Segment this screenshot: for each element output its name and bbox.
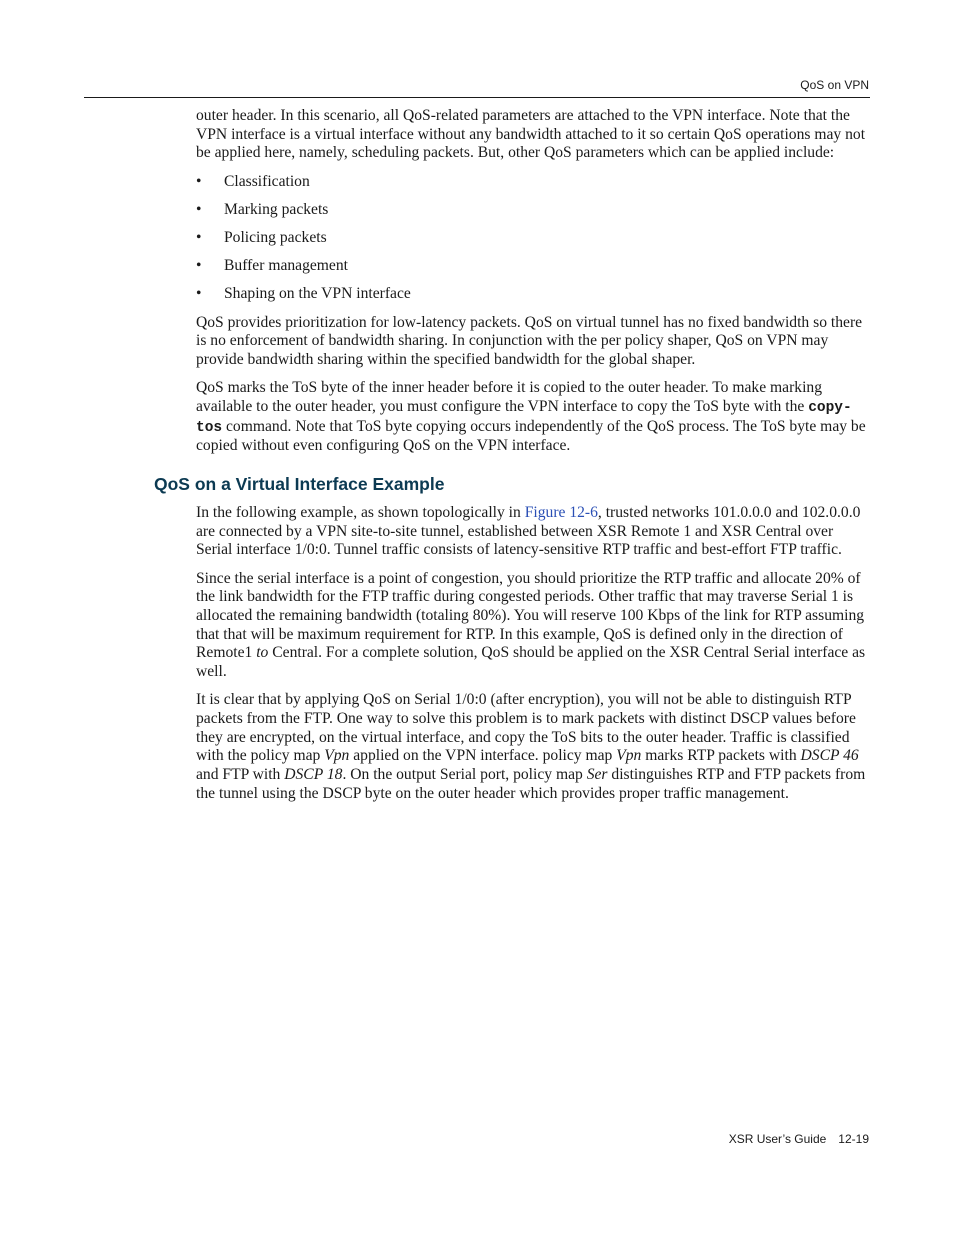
figure-link[interactable]: Figure 12-6 xyxy=(524,504,598,522)
list-item: • Buffer management xyxy=(196,257,348,275)
section-paragraph-1: In the following example, as shown topologically in Figure 12-6, trusted networks 101.0.0.0 and 102.0.0.0 are connected by a VPN site-to-site tunnel, established between XSR Remote 1 and XSR Central over Serial interface 1/0:0. Tunnel traffic consists of latency-sensitive RTP traffic and best-effort FTP traffic. xyxy=(196,504,861,559)
page-number: 12-19 xyxy=(838,1132,869,1146)
list-item: • Marking packets xyxy=(196,200,329,218)
intro-paragraph-3: QoS marks the ToS byte of the inner header before it is copied to the outer header. To make marking available to the outer header, you must configure the VPN interface to copy the ToS byte with the copy-tos command. Note that ToS byte copying occurs independently of the QoS process. The ToS byte may be copied without even configuring QoS on the VPN interface. xyxy=(196,379,866,455)
bullet-icon: • xyxy=(196,285,202,303)
list-item: • Classification xyxy=(196,172,310,190)
bullet-icon: • xyxy=(196,229,202,247)
list-item: • Shaping on the VPN interface xyxy=(196,285,411,303)
bullet-icon: • xyxy=(196,172,202,190)
bullet-icon: • xyxy=(196,257,202,275)
qos-parameters-list xyxy=(196,173,870,305)
section-heading: QoS on a Virtual Interface Example xyxy=(154,474,445,495)
running-header: QoS on VPN xyxy=(800,78,869,92)
guide-title: XSR User’s Guide xyxy=(728,1132,827,1146)
header-rule xyxy=(84,97,870,98)
intro-paragraph-2: QoS provides prioritization for low-latency packets. QoS on virtual tunnel has no fixed bandwidth so there is no enforcement of bandwidth sharing. In conjunction with the per policy shaper, QoS on VPN may provide bandwidth sharing within the specified bandwidth for the global shaper. xyxy=(196,313,863,369)
bullet-icon: • xyxy=(196,200,202,218)
page-footer xyxy=(729,1132,869,1146)
section-paragraph-3: It is clear that by applying QoS on Serial 1/0:0 (after encryption), you will not be able to distinguish RTP packets from the FTP. One way to solve this problem is to mark packets with distinct DSCP values before they are encrypted, on the virtual interface, and copy the ToS bits to the outer header. Traffic is classified with the policy map Vpn applied on the VPN interface. policy map Vpn marks RTP packets with DSCP 46 and FTP with DSCP 18. On the output Serial port, policy map Ser distinguishes RTP and FTP packets from the tunnel using the DSCP byte on the outer header which provides proper traffic management. xyxy=(196,691,866,802)
document-body xyxy=(154,107,870,813)
intro-paragraph-1: outer header. In this scenario, all QoS-related parameters are attached to the VPN interface. Note that the VPN interface is a virtual interface without any bandwidth attached to it so certain QoS operations may not be applied here, namely, scheduling packets. But, other QoS parameters which can be applied include: xyxy=(196,107,866,162)
section-paragraph-2: Since the serial interface is a point of congestion, you should prioritize the RTP traffic and allocate 20% of the link bandwidth for the FTP traffic during congested periods. Other traffic that may traverse Serial 1 is allocated the remaining bandwidth (totaling 80%). You will reserve 100 Kbps of the link for RTP assuming that that will be maximum requirement for RTP. In this example, QoS is defined only in the direction of Remote1 to Central. For a complete solution, QoS should be applied on the XSR Central Serial interface as well. xyxy=(196,569,866,681)
command-copy-tos: copy-tos xyxy=(196,399,852,436)
list-item: • Policing packets xyxy=(196,229,327,247)
